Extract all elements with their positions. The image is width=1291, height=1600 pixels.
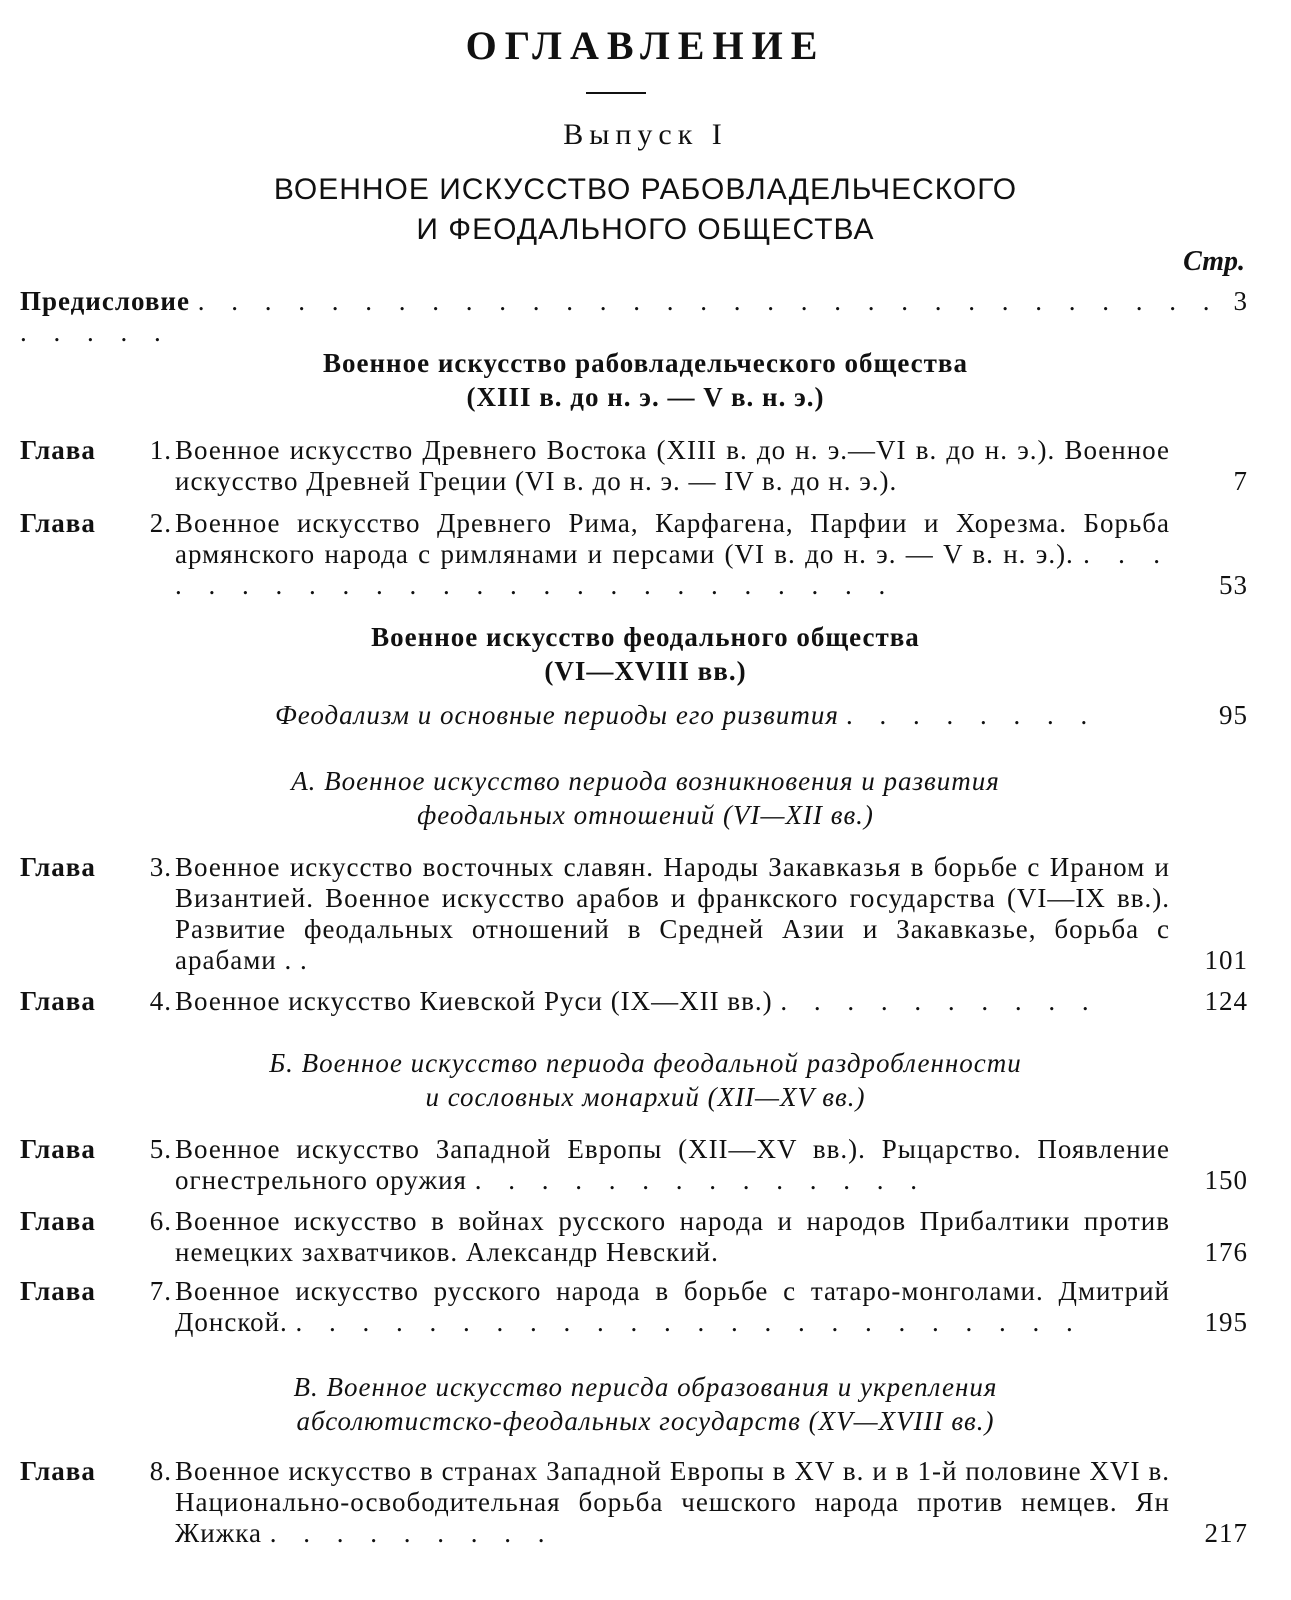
chapter-title — [175, 508, 1170, 601]
chapter-title — [175, 986, 1170, 1017]
issue-label: Выпуск I — [563, 118, 728, 151]
chapter-label: Глава — [20, 852, 96, 882]
chapter-number: 8. — [149, 1456, 172, 1486]
chapter-title-text: Военное искусство Киевской Руси (IX—XII вв.) — [175, 986, 773, 1016]
toc-entry-feudalism[interactable] — [275, 700, 1248, 731]
page-number: 124 — [1204, 986, 1248, 1016]
leader-dots: . . . . . . . . . . — [780, 986, 1099, 1016]
section-heading-line1: Б. Военное искусство периода феодальной раздробленности — [269, 1048, 1022, 1078]
page-number: 95 — [1219, 700, 1248, 730]
section-heading-line2: абсолютистско-феодальных государств (XV—XVIII вв.) — [296, 1406, 995, 1436]
chapter-label: Глава — [20, 1134, 96, 1164]
leader-dots: . . . . . . . . . . . . . . . . . . . . . . . . — [295, 1307, 1083, 1337]
leader-dots: . . . . . . . . . . . . . . — [474, 1165, 927, 1195]
section-heading-slave — [0, 346, 1291, 414]
leader-dots: . . . . . . . . . . . . . . . . . . . . . . . . . . . . . . . . . . . . — [20, 286, 1220, 347]
section-heading-c — [0, 1370, 1291, 1438]
section-heading-line1: В. Военное искусство перисда образования и укрепления — [293, 1372, 998, 1402]
page-number: 150 — [1204, 1165, 1248, 1195]
toc-entry-preface[interactable] — [20, 286, 1248, 348]
section-heading-line2: (VI—XVIII вв.) — [544, 656, 747, 686]
chapter-title — [175, 1134, 1170, 1196]
section-heading-feudal — [0, 620, 1291, 688]
leader-dots: . . . . . . . . — [846, 700, 1098, 730]
toc-entry-chapter-2[interactable] — [20, 508, 1248, 601]
volume-title-line2: И ФЕОДАЛЬНОГО ОБЩЕСТВА — [416, 213, 875, 246]
page-number: 101 — [1204, 945, 1248, 975]
chapter-title-text: Военное искусство Древнего Рима, Карфагена, Парфии и Хорезма. Борьба армянского народа с римлянами и персами (VI в. до н. э. — V в. н. э.). — [175, 508, 1170, 569]
chapter-number: 2. — [149, 508, 172, 538]
chapter-label: Глава — [20, 1456, 96, 1486]
leader-dots: . . . . . . . . . — [269, 1518, 555, 1548]
chapter-label: Глава — [20, 508, 96, 538]
toc-entry-chapter-6[interactable] — [20, 1206, 1248, 1268]
section-heading-line1: А. Военное искусство периода возникновения и развития — [291, 766, 1000, 796]
section-heading-line2: (XIII в. до н. э. — V в. н. э.) — [466, 382, 825, 412]
section-heading-line2: феодальных отношений (VI—XII вв.) — [417, 800, 874, 830]
page-number: 7 — [1233, 466, 1248, 496]
toc-entry-chapter-3[interactable] — [20, 852, 1248, 976]
chapter-title — [175, 1456, 1170, 1549]
page-number: 176 — [1204, 1237, 1248, 1267]
page-number: 195 — [1204, 1307, 1248, 1337]
chapter-number: 7. — [149, 1276, 172, 1306]
page-number: 217 — [1204, 1518, 1248, 1548]
section-heading-line1: Военное искусство феодального общества — [371, 622, 920, 652]
chapter-label: Глава — [20, 1276, 96, 1306]
volume-title — [0, 170, 1291, 250]
chapter-number: 1. — [149, 435, 172, 465]
section-heading-line2: и сословных монархий (XII—XV вв.) — [425, 1082, 866, 1112]
section-heading-a — [0, 764, 1291, 832]
toc-entry-chapter-5[interactable] — [20, 1134, 1248, 1196]
chapter-label: Глава — [20, 1206, 96, 1236]
chapter-number: 5. — [149, 1134, 172, 1164]
chapter-title-text: Военное искусство русского народа в борьбе с татаро-монголами. Дмитрий Донской. — [175, 1276, 1170, 1337]
toc-entry-chapter-1[interactable] — [20, 435, 1248, 497]
chapter-label: Глава — [20, 986, 96, 1016]
page-number: 3 — [1233, 286, 1248, 316]
chapter-number: 3. — [149, 852, 172, 882]
entry-title: Феодализм и основные периоды его ризвития — [275, 700, 839, 730]
page-title: ОГЛАВЛЕНИЕ — [465, 23, 826, 68]
chapter-title-text: Военное искусство в странах Западной Европы в XV в. и в 1-й половине XVI в. Национально-освободительная борьба чешского народа против немцев. Ян Жижка — [175, 1456, 1170, 1548]
chapter-title — [175, 1276, 1170, 1338]
chapter-title: Военное искусство Древнего Востока (XIII в. до н. э.—VI в. до н. э.). Военное искусство Древней Греции (VI в. до н. э. — IV в. до н. э.). — [175, 435, 1170, 496]
chapter-title-text: Военное искусство Западной Европы (XII—XV вв.). Рыцарство. Появление огнестрельного оружия — [175, 1134, 1170, 1195]
chapter-number: 4. — [149, 986, 172, 1016]
chapter-title: Военное искусство в войнах русского народа и народов Прибалтики против немецких захватчиков. Александр Невский. — [175, 1206, 1170, 1267]
toc-entry-chapter-4[interactable] — [20, 986, 1248, 1017]
section-heading-line1: Военное искусство рабовладельческого общества — [323, 348, 968, 378]
toc-entry-chapter-8[interactable] — [20, 1456, 1248, 1549]
chapter-number: 6. — [149, 1206, 172, 1236]
page-number: 53 — [1219, 570, 1248, 600]
volume-title-line1: ВОЕННОЕ ИСКУССТВО РАБОВЛАДЕЛЬЧЕСКОГО — [273, 173, 1018, 206]
chapter-label: Глава — [20, 435, 96, 465]
title-divider — [586, 92, 646, 94]
chapter-title: Военное искусство восточных славян. Народы Закавказья в борьбе с Ираном и Византией. Военное искусство арабов и франкского государства (VI—IX вв.). Развитие феодальных отношений в Средней Азии и Закавказье, борьба с арабами . . — [175, 852, 1170, 975]
section-heading-b — [0, 1046, 1291, 1114]
leader-dots: . . . . . . . . . . . . . . . . . . . . . . . . . — [175, 539, 1170, 600]
toc-entry-chapter-7[interactable] — [20, 1276, 1248, 1338]
page-column-label: Стр. — [1183, 246, 1245, 277]
preface-label: Предисловие — [20, 286, 190, 316]
